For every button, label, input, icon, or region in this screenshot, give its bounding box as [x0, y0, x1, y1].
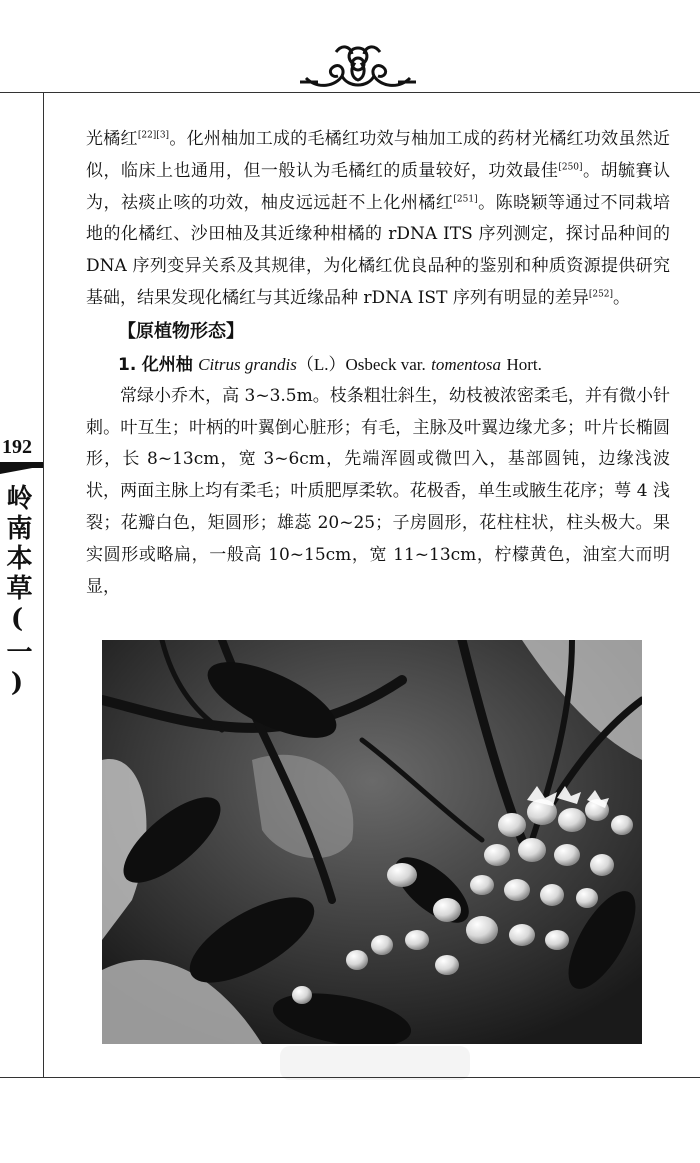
watermark	[280, 1046, 470, 1080]
header-rule	[0, 92, 700, 93]
text-span: 。化州柚加工成的毛橘红功效与柚加工成的药材光橘红功效虽然近似，临床上也通用，但一般认为毛橘红的质量较好，功效最佳	[86, 129, 671, 181]
paragraph-1	[86, 124, 670, 315]
text-span: 。	[613, 287, 631, 308]
scroll-ornament-icon	[298, 38, 418, 96]
margin-rule	[43, 92, 44, 1077]
citrus-blossom-photo	[102, 640, 642, 1044]
species-author: （L.）Osbeck var.	[296, 354, 426, 374]
citation-ref: [22][3]	[137, 130, 170, 141]
text-span: 。陈晓颖等通过不同栽培地的化橘红、沙田柚及其近缘种柑橘的 rDNA ITS 序列测定，探讨品种间的 DNA 序列变异关系及其规律，为化橘红优良品种的鉴别和种质资源提供研究基础，结果发现化橘红与其近缘品种 rDNA IST 序列有明显的差异	[86, 192, 671, 308]
text-span: 。胡毓賽认为，祛痰止咳的功效，柚皮远远赶不上化州橘红	[86, 160, 670, 213]
citation-ref: [250]	[558, 162, 583, 173]
page-number: 192	[2, 436, 32, 458]
subheading-number: 1.	[118, 354, 137, 375]
paragraph-2: 常绿小乔木，高 3~3.5m。枝条粗壮斜生，幼枝被浓密柔毛，并有微小针刺。叶互生；叶柄的叶翼倒心脏形；有毛，主脉及叶翼边缘尤多；叶片长椭圆形，长 8~13cm，宽 3~6cm，先端浑圆或微凹入，基部圆钝，边缘浅波状，两面主脉上均有柔毛；叶质肥厚柔软。花极香，单生或腋生花序；萼 4 浅裂；花瓣白色，矩圆形；雄蕊 20~25；子房圆形，花柱柱状，柱头极大。果实圆形或略扁，一般高 10~15cm，宽 11~13cm，柠檬黄色，油室大而明显，	[86, 385, 670, 597]
text-span: 光橘红	[86, 129, 138, 149]
page-number-wedge	[0, 466, 43, 474]
species-variety: tomentosa	[431, 354, 502, 374]
species-subheading	[86, 349, 670, 381]
species-latin-genus: Citrus grandis	[198, 354, 297, 374]
species-chinese-name: 化州柚	[141, 354, 193, 375]
species-variety-author: Hort.	[506, 354, 542, 374]
section-heading: 【原植物形态】	[118, 320, 244, 342]
citation-ref: [252]	[588, 289, 614, 300]
citation-ref: [251]	[453, 193, 478, 204]
book-title: 岭南本草(一)	[2, 484, 32, 702]
main-text	[86, 124, 670, 603]
footer-rule	[0, 1077, 700, 1078]
